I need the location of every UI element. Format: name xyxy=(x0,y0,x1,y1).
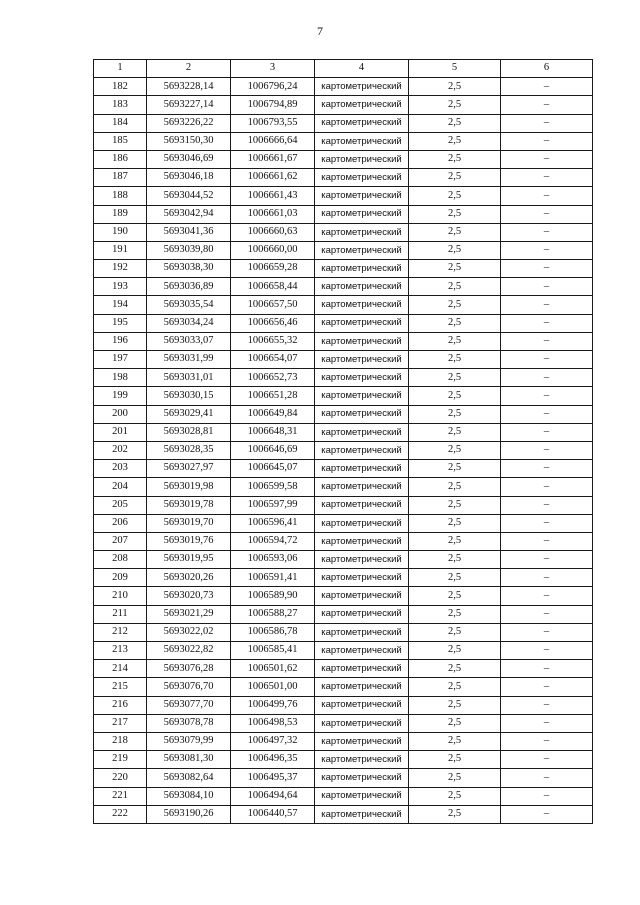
x-coordinate-cell: 5693022,82 xyxy=(147,642,231,660)
table-row xyxy=(94,351,593,369)
method-cell: картометрический xyxy=(315,605,409,623)
point-number-cell: 197 xyxy=(94,351,147,369)
point-number-cell: 185 xyxy=(94,132,147,150)
y-coordinate-cell: 1006497,32 xyxy=(231,732,315,750)
note-cell: – xyxy=(501,387,593,405)
y-coordinate-cell: 1006659,28 xyxy=(231,260,315,278)
accuracy-cell: 2,5 xyxy=(409,678,501,696)
method-cell: картометрический xyxy=(315,551,409,569)
table-row xyxy=(94,441,593,459)
x-coordinate-cell: 5693228,14 xyxy=(147,78,231,96)
x-coordinate-cell: 5693034,24 xyxy=(147,314,231,332)
y-coordinate-cell: 1006646,69 xyxy=(231,441,315,459)
x-coordinate-cell: 5693079,99 xyxy=(147,732,231,750)
table-row xyxy=(94,751,593,769)
table-row xyxy=(94,696,593,714)
accuracy-cell: 2,5 xyxy=(409,787,501,805)
accuracy-cell: 2,5 xyxy=(409,241,501,259)
point-number-cell: 190 xyxy=(94,223,147,241)
method-cell: картометрический xyxy=(315,369,409,387)
accuracy-cell: 2,5 xyxy=(409,114,501,132)
method-cell: картометрический xyxy=(315,751,409,769)
accuracy-cell: 2,5 xyxy=(409,623,501,641)
accuracy-cell: 2,5 xyxy=(409,387,501,405)
y-coordinate-cell: 1006496,35 xyxy=(231,751,315,769)
note-cell: – xyxy=(501,78,593,96)
point-number-cell: 214 xyxy=(94,660,147,678)
page-number: 7 xyxy=(317,24,323,38)
x-coordinate-cell: 5693028,35 xyxy=(147,441,231,459)
x-coordinate-cell: 5693076,70 xyxy=(147,678,231,696)
point-number-cell: 219 xyxy=(94,751,147,769)
point-number-cell: 218 xyxy=(94,732,147,750)
point-number-cell: 194 xyxy=(94,296,147,314)
accuracy-cell: 2,5 xyxy=(409,260,501,278)
note-cell: – xyxy=(501,241,593,259)
x-coordinate-cell: 5693227,14 xyxy=(147,96,231,114)
coordinates-table xyxy=(93,59,593,824)
method-cell: картометрический xyxy=(315,114,409,132)
note-cell: – xyxy=(501,514,593,532)
method-cell: картометрический xyxy=(315,187,409,205)
x-coordinate-cell: 5693028,81 xyxy=(147,423,231,441)
x-coordinate-cell: 5693019,70 xyxy=(147,514,231,532)
accuracy-cell: 2,5 xyxy=(409,169,501,187)
x-coordinate-cell: 5693036,89 xyxy=(147,278,231,296)
table-row xyxy=(94,569,593,587)
table-row xyxy=(94,296,593,314)
y-coordinate-cell: 1006495,37 xyxy=(231,769,315,787)
method-cell: картометрический xyxy=(315,532,409,550)
table-row xyxy=(94,187,593,205)
accuracy-cell: 2,5 xyxy=(409,150,501,168)
accuracy-cell: 2,5 xyxy=(409,769,501,787)
point-number-cell: 217 xyxy=(94,714,147,732)
note-cell: – xyxy=(501,278,593,296)
point-number-cell: 205 xyxy=(94,496,147,514)
point-number-cell: 204 xyxy=(94,478,147,496)
y-coordinate-cell: 1006793,55 xyxy=(231,114,315,132)
x-coordinate-cell: 5693081,30 xyxy=(147,751,231,769)
table-row xyxy=(94,551,593,569)
note-cell: – xyxy=(501,405,593,423)
point-number-cell: 212 xyxy=(94,623,147,641)
method-cell: картометрический xyxy=(315,78,409,96)
point-number-cell: 198 xyxy=(94,369,147,387)
method-cell: картометрический xyxy=(315,278,409,296)
accuracy-cell: 2,5 xyxy=(409,369,501,387)
method-cell: картометрический xyxy=(315,569,409,587)
x-coordinate-cell: 5693077,70 xyxy=(147,696,231,714)
x-coordinate-cell: 5693076,28 xyxy=(147,660,231,678)
y-coordinate-cell: 1006585,41 xyxy=(231,642,315,660)
y-coordinate-cell: 1006661,43 xyxy=(231,187,315,205)
accuracy-cell: 2,5 xyxy=(409,423,501,441)
method-cell: картометрический xyxy=(315,496,409,514)
y-coordinate-cell: 1006654,07 xyxy=(231,351,315,369)
point-number-cell: 203 xyxy=(94,460,147,478)
x-coordinate-cell: 5693027,97 xyxy=(147,460,231,478)
note-cell: – xyxy=(501,551,593,569)
note-cell: – xyxy=(501,169,593,187)
point-number-cell: 183 xyxy=(94,96,147,114)
point-number-cell: 182 xyxy=(94,78,147,96)
method-cell: картометрический xyxy=(315,296,409,314)
note-cell: – xyxy=(501,205,593,223)
table-row xyxy=(94,78,593,96)
accuracy-cell: 2,5 xyxy=(409,441,501,459)
y-coordinate-cell: 1006794,89 xyxy=(231,96,315,114)
note-cell: – xyxy=(501,150,593,168)
accuracy-cell: 2,5 xyxy=(409,332,501,350)
header-cell-5: 5 xyxy=(409,60,501,78)
table-row xyxy=(94,660,593,678)
method-cell: картометрический xyxy=(315,205,409,223)
y-coordinate-cell: 1006501,62 xyxy=(231,660,315,678)
x-coordinate-cell: 5693046,18 xyxy=(147,169,231,187)
y-coordinate-cell: 1006498,53 xyxy=(231,714,315,732)
header-cell-1: 1 xyxy=(94,60,147,78)
y-coordinate-cell: 1006591,41 xyxy=(231,569,315,587)
note-cell: – xyxy=(501,623,593,641)
accuracy-cell: 2,5 xyxy=(409,714,501,732)
point-number-cell: 206 xyxy=(94,514,147,532)
accuracy-cell: 2,5 xyxy=(409,551,501,569)
x-coordinate-cell: 5693019,95 xyxy=(147,551,231,569)
method-cell: картометрический xyxy=(315,241,409,259)
y-coordinate-cell: 1006656,46 xyxy=(231,314,315,332)
method-cell: картометрический xyxy=(315,441,409,459)
accuracy-cell: 2,5 xyxy=(409,223,501,241)
table-row xyxy=(94,769,593,787)
table-row xyxy=(94,369,593,387)
note-cell: – xyxy=(501,732,593,750)
table-row xyxy=(94,96,593,114)
y-coordinate-cell: 1006588,27 xyxy=(231,605,315,623)
note-cell: – xyxy=(501,751,593,769)
y-coordinate-cell: 1006599,58 xyxy=(231,478,315,496)
note-cell: – xyxy=(501,532,593,550)
method-cell: картометрический xyxy=(315,696,409,714)
x-coordinate-cell: 5693044,52 xyxy=(147,187,231,205)
accuracy-cell: 2,5 xyxy=(409,278,501,296)
point-number-cell: 199 xyxy=(94,387,147,405)
method-cell: картометрический xyxy=(315,478,409,496)
x-coordinate-cell: 5693019,76 xyxy=(147,532,231,550)
method-cell: картометрический xyxy=(315,260,409,278)
x-coordinate-cell: 5693031,99 xyxy=(147,351,231,369)
x-coordinate-cell: 5693226,22 xyxy=(147,114,231,132)
method-cell: картометрический xyxy=(315,314,409,332)
table-row xyxy=(94,732,593,750)
accuracy-cell: 2,5 xyxy=(409,732,501,750)
y-coordinate-cell: 1006593,06 xyxy=(231,551,315,569)
point-number-cell: 186 xyxy=(94,150,147,168)
method-cell: картометрический xyxy=(315,714,409,732)
note-cell: – xyxy=(501,678,593,696)
accuracy-cell: 2,5 xyxy=(409,532,501,550)
point-number-cell: 193 xyxy=(94,278,147,296)
note-cell: – xyxy=(501,223,593,241)
x-coordinate-cell: 5693030,15 xyxy=(147,387,231,405)
table-row xyxy=(94,241,593,259)
note-cell: – xyxy=(501,369,593,387)
y-coordinate-cell: 1006796,24 xyxy=(231,78,315,96)
y-coordinate-cell: 1006660,00 xyxy=(231,241,315,259)
method-cell: картометрический xyxy=(315,660,409,678)
accuracy-cell: 2,5 xyxy=(409,96,501,114)
x-coordinate-cell: 5693021,29 xyxy=(147,605,231,623)
table-row xyxy=(94,169,593,187)
table-row xyxy=(94,132,593,150)
table-row xyxy=(94,642,593,660)
accuracy-cell: 2,5 xyxy=(409,187,501,205)
table-row xyxy=(94,478,593,496)
table-row xyxy=(94,314,593,332)
header-cell-2: 2 xyxy=(147,60,231,78)
point-number-cell: 188 xyxy=(94,187,147,205)
x-coordinate-cell: 5693033,07 xyxy=(147,332,231,350)
method-cell: картометрический xyxy=(315,642,409,660)
method-cell: картометрический xyxy=(315,387,409,405)
note-cell: – xyxy=(501,787,593,805)
y-coordinate-cell: 1006661,62 xyxy=(231,169,315,187)
point-number-cell: 211 xyxy=(94,605,147,623)
y-coordinate-cell: 1006648,31 xyxy=(231,423,315,441)
accuracy-cell: 2,5 xyxy=(409,587,501,605)
point-number-cell: 189 xyxy=(94,205,147,223)
accuracy-cell: 2,5 xyxy=(409,296,501,314)
note-cell: – xyxy=(501,478,593,496)
y-coordinate-cell: 1006597,99 xyxy=(231,496,315,514)
note-cell: – xyxy=(501,132,593,150)
x-coordinate-cell: 5693042,94 xyxy=(147,205,231,223)
y-coordinate-cell: 1006652,73 xyxy=(231,369,315,387)
table-body xyxy=(94,78,593,824)
table-row xyxy=(94,714,593,732)
y-coordinate-cell: 1006649,84 xyxy=(231,405,315,423)
table-row xyxy=(94,805,593,823)
point-number-cell: 215 xyxy=(94,678,147,696)
table-row xyxy=(94,587,593,605)
accuracy-cell: 2,5 xyxy=(409,642,501,660)
method-cell: картометрический xyxy=(315,332,409,350)
note-cell: – xyxy=(501,296,593,314)
accuracy-cell: 2,5 xyxy=(409,751,501,769)
x-coordinate-cell: 5693035,54 xyxy=(147,296,231,314)
x-coordinate-cell: 5693078,78 xyxy=(147,714,231,732)
method-cell: картометрический xyxy=(315,405,409,423)
accuracy-cell: 2,5 xyxy=(409,496,501,514)
point-number-cell: 209 xyxy=(94,569,147,587)
header-cell-6: 6 xyxy=(501,60,593,78)
point-number-cell: 222 xyxy=(94,805,147,823)
method-cell: картометрический xyxy=(315,587,409,605)
x-coordinate-cell: 5693038,30 xyxy=(147,260,231,278)
y-coordinate-cell: 1006499,76 xyxy=(231,696,315,714)
note-cell: – xyxy=(501,660,593,678)
method-cell: картометрический xyxy=(315,132,409,150)
method-cell: картометрический xyxy=(315,787,409,805)
accuracy-cell: 2,5 xyxy=(409,314,501,332)
note-cell: – xyxy=(501,587,593,605)
method-cell: картометрический xyxy=(315,678,409,696)
x-coordinate-cell: 5693019,78 xyxy=(147,496,231,514)
x-coordinate-cell: 5693020,26 xyxy=(147,569,231,587)
table-row xyxy=(94,223,593,241)
note-cell: – xyxy=(501,187,593,205)
accuracy-cell: 2,5 xyxy=(409,478,501,496)
point-number-cell: 187 xyxy=(94,169,147,187)
y-coordinate-cell: 1006655,32 xyxy=(231,332,315,350)
point-number-cell: 184 xyxy=(94,114,147,132)
method-cell: картометрический xyxy=(315,96,409,114)
point-number-cell: 210 xyxy=(94,587,147,605)
table-row xyxy=(94,605,593,623)
accuracy-cell: 2,5 xyxy=(409,460,501,478)
x-coordinate-cell: 5693041,36 xyxy=(147,223,231,241)
point-number-cell: 208 xyxy=(94,551,147,569)
y-coordinate-cell: 1006501,00 xyxy=(231,678,315,696)
note-cell: – xyxy=(501,114,593,132)
x-coordinate-cell: 5693020,73 xyxy=(147,587,231,605)
y-coordinate-cell: 1006666,64 xyxy=(231,132,315,150)
accuracy-cell: 2,5 xyxy=(409,605,501,623)
x-coordinate-cell: 5693046,69 xyxy=(147,150,231,168)
y-coordinate-cell: 1006651,28 xyxy=(231,387,315,405)
note-cell: – xyxy=(501,423,593,441)
note-cell: – xyxy=(501,351,593,369)
x-coordinate-cell: 5693029,41 xyxy=(147,405,231,423)
point-number-cell: 216 xyxy=(94,696,147,714)
method-cell: картометрический xyxy=(315,623,409,641)
table-row xyxy=(94,532,593,550)
point-number-cell: 220 xyxy=(94,769,147,787)
accuracy-cell: 2,5 xyxy=(409,805,501,823)
note-cell: – xyxy=(501,569,593,587)
accuracy-cell: 2,5 xyxy=(409,78,501,96)
x-coordinate-cell: 5693039,80 xyxy=(147,241,231,259)
point-number-cell: 200 xyxy=(94,405,147,423)
x-coordinate-cell: 5693082,64 xyxy=(147,769,231,787)
table-row xyxy=(94,460,593,478)
table-row xyxy=(94,205,593,223)
accuracy-cell: 2,5 xyxy=(409,660,501,678)
point-number-cell: 221 xyxy=(94,787,147,805)
accuracy-cell: 2,5 xyxy=(409,205,501,223)
point-number-cell: 201 xyxy=(94,423,147,441)
table-row xyxy=(94,150,593,168)
table-header-row xyxy=(94,60,593,78)
note-cell: – xyxy=(501,769,593,787)
x-coordinate-cell: 5693019,98 xyxy=(147,478,231,496)
method-cell: картометрический xyxy=(315,805,409,823)
method-cell: картометрический xyxy=(315,460,409,478)
note-cell: – xyxy=(501,605,593,623)
note-cell: – xyxy=(501,96,593,114)
table-row xyxy=(94,496,593,514)
accuracy-cell: 2,5 xyxy=(409,405,501,423)
table-row xyxy=(94,260,593,278)
method-cell: картометрический xyxy=(315,150,409,168)
accuracy-cell: 2,5 xyxy=(409,351,501,369)
accuracy-cell: 2,5 xyxy=(409,569,501,587)
method-cell: картометрический xyxy=(315,423,409,441)
point-number-cell: 207 xyxy=(94,532,147,550)
point-number-cell: 191 xyxy=(94,241,147,259)
x-coordinate-cell: 5693022,02 xyxy=(147,623,231,641)
y-coordinate-cell: 1006589,90 xyxy=(231,587,315,605)
point-number-cell: 192 xyxy=(94,260,147,278)
x-coordinate-cell: 5693084,10 xyxy=(147,787,231,805)
y-coordinate-cell: 1006658,44 xyxy=(231,278,315,296)
accuracy-cell: 2,5 xyxy=(409,514,501,532)
y-coordinate-cell: 1006661,03 xyxy=(231,205,315,223)
note-cell: – xyxy=(501,642,593,660)
note-cell: – xyxy=(501,696,593,714)
x-coordinate-cell: 5693190,26 xyxy=(147,805,231,823)
table-row xyxy=(94,623,593,641)
table-row xyxy=(94,332,593,350)
note-cell: – xyxy=(501,496,593,514)
y-coordinate-cell: 1006494,64 xyxy=(231,787,315,805)
table-row xyxy=(94,278,593,296)
y-coordinate-cell: 1006594,72 xyxy=(231,532,315,550)
table-row xyxy=(94,423,593,441)
note-cell: – xyxy=(501,260,593,278)
method-cell: картометрический xyxy=(315,514,409,532)
y-coordinate-cell: 1006596,41 xyxy=(231,514,315,532)
y-coordinate-cell: 1006657,50 xyxy=(231,296,315,314)
x-coordinate-cell: 5693031,01 xyxy=(147,369,231,387)
table-row xyxy=(94,114,593,132)
y-coordinate-cell: 1006660,63 xyxy=(231,223,315,241)
method-cell: картометрический xyxy=(315,351,409,369)
header-cell-3: 3 xyxy=(231,60,315,78)
table-row xyxy=(94,387,593,405)
point-number-cell: 202 xyxy=(94,441,147,459)
y-coordinate-cell: 1006440,57 xyxy=(231,805,315,823)
x-coordinate-cell: 5693150,30 xyxy=(147,132,231,150)
y-coordinate-cell: 1006645,07 xyxy=(231,460,315,478)
point-number-cell: 195 xyxy=(94,314,147,332)
point-number-cell: 196 xyxy=(94,332,147,350)
point-number-cell: 213 xyxy=(94,642,147,660)
note-cell: – xyxy=(501,332,593,350)
header-cell-4: 4 xyxy=(315,60,409,78)
table-row xyxy=(94,405,593,423)
y-coordinate-cell: 1006661,67 xyxy=(231,150,315,168)
note-cell: – xyxy=(501,805,593,823)
method-cell: картометрический xyxy=(315,732,409,750)
accuracy-cell: 2,5 xyxy=(409,132,501,150)
accuracy-cell: 2,5 xyxy=(409,696,501,714)
method-cell: картометрический xyxy=(315,169,409,187)
table-row xyxy=(94,787,593,805)
method-cell: картометрический xyxy=(315,223,409,241)
y-coordinate-cell: 1006586,78 xyxy=(231,623,315,641)
table-row xyxy=(94,678,593,696)
method-cell: картометрический xyxy=(315,769,409,787)
note-cell: – xyxy=(501,314,593,332)
note-cell: – xyxy=(501,441,593,459)
table-row xyxy=(94,514,593,532)
note-cell: – xyxy=(501,460,593,478)
note-cell: – xyxy=(501,714,593,732)
